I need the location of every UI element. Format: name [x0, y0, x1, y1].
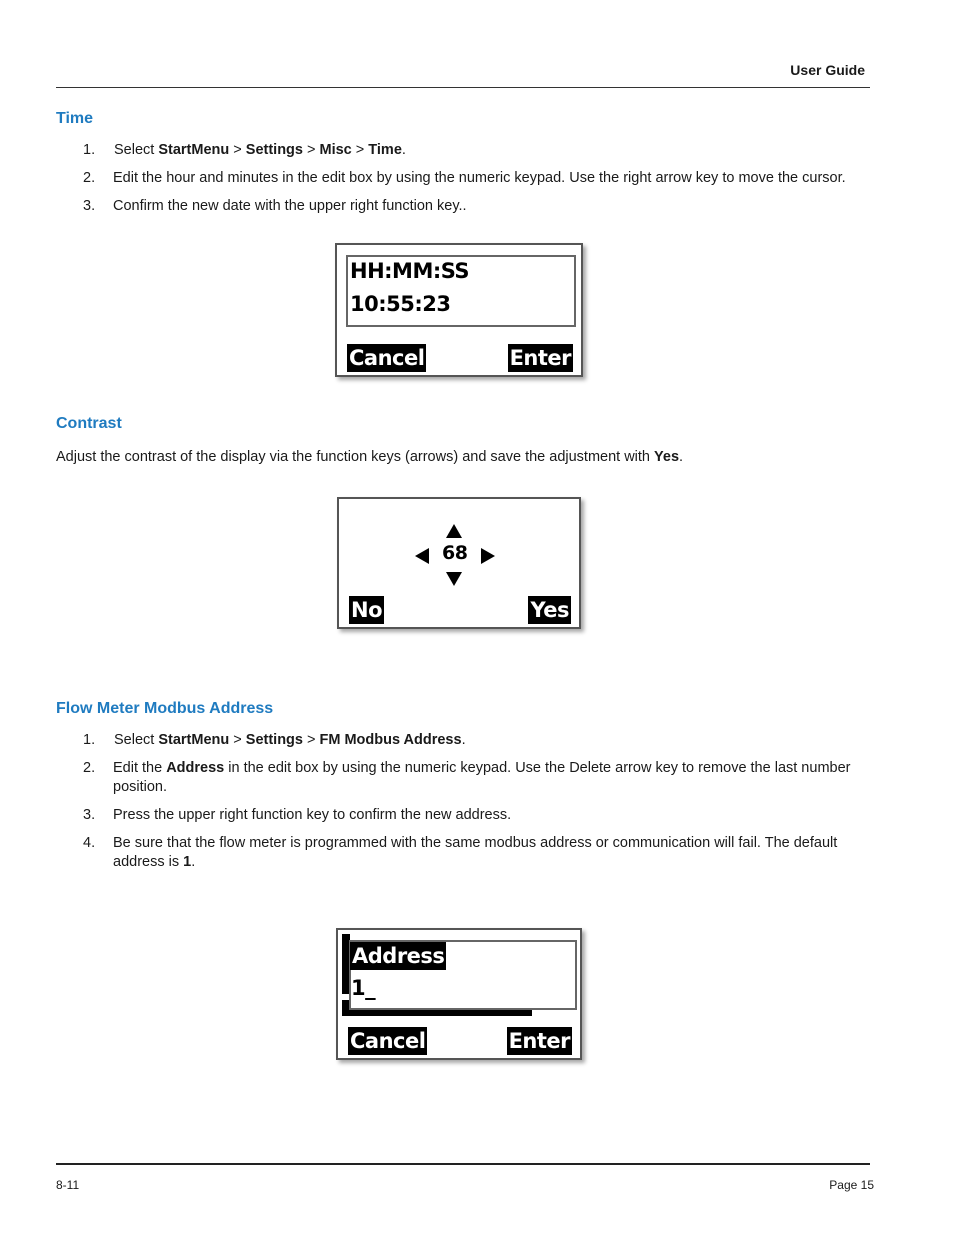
step-number: 3.	[83, 198, 96, 214]
step-number: 4.	[83, 835, 96, 851]
address-value: 1_	[351, 976, 376, 1000]
arrow-down-icon	[446, 572, 462, 586]
arrow-right-icon	[481, 548, 495, 564]
cancel-softkey: Cancel	[350, 1029, 426, 1053]
contrast-lcd-screen	[337, 497, 581, 629]
footer-rule	[56, 1163, 870, 1165]
step-text: Press the upper right function key to confirm the new address.	[113, 807, 512, 823]
enter-softkey: Enter	[509, 346, 571, 370]
footer-page-number: Page 15	[829, 1178, 874, 1192]
time-heading: Time	[56, 110, 94, 127]
step-number: 2.	[83, 170, 96, 186]
step-text: Be sure that the flow meter is programmed with the same modbus address or communication will fail. The default address is 1.	[113, 835, 838, 870]
modbus-lcd-screen	[336, 928, 582, 1060]
step-text: Select StartMenu > Settings > FM Modbus Address.	[114, 732, 466, 748]
modbus-step-4	[83, 834, 873, 874]
no-softkey: No	[351, 598, 383, 622]
arrow-up-icon	[446, 524, 462, 538]
step-number: 3.	[83, 807, 96, 823]
time-lcd-screen	[335, 243, 583, 377]
header-rule	[56, 87, 870, 88]
step-text: Select StartMenu > Settings > Misc > Time.	[114, 142, 406, 158]
modbus-step-2	[83, 759, 873, 799]
yes-softkey: Yes	[530, 598, 569, 622]
step-number: 1.	[83, 142, 96, 158]
step-text: Confirm the new date with the upper right function key..	[113, 198, 467, 214]
time-format-label: HH:MM:SS	[350, 259, 470, 283]
modbus-heading: Flow Meter Modbus Address	[56, 700, 274, 717]
cancel-softkey: Cancel	[349, 346, 425, 370]
step-text: Edit the hour and minutes in the edit box by using the numeric keypad. Use the right arrow key to move the cursor.	[113, 170, 846, 186]
time-value: 10:55:23	[350, 292, 451, 316]
enter-softkey: Enter	[508, 1029, 570, 1053]
document-header-title: User Guide	[790, 62, 865, 78]
contrast-value: 68	[442, 542, 468, 564]
step-text: Edit the Address in the edit box by using the numeric keypad. Use the Delete arrow key to remove the last number position.	[113, 760, 851, 795]
footer-section-number: 8-11	[56, 1178, 80, 1192]
step-number: 2.	[83, 760, 96, 776]
arrow-left-icon	[415, 548, 429, 564]
step-number: 1.	[83, 732, 96, 748]
address-title: Address	[352, 944, 445, 968]
contrast-paragraph: Adjust the contrast of the display via the function keys (arrows) and save the adjustment with Yes.	[56, 449, 684, 465]
contrast-heading: Contrast	[56, 415, 122, 432]
